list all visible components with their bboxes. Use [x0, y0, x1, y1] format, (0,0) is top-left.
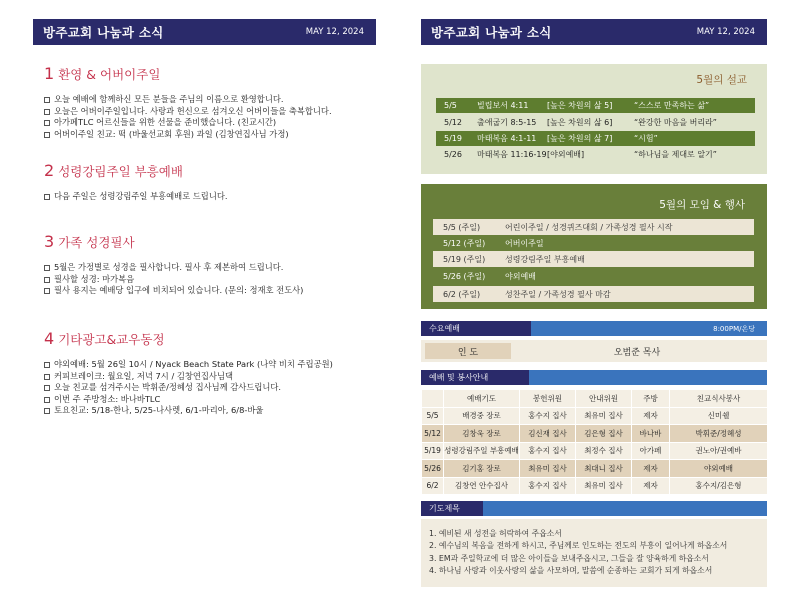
- sermon-date: 5/12: [444, 118, 462, 127]
- prayer-item: 1. 예비된 새 성전을 허락하여 주옵소서: [429, 529, 562, 538]
- table-header-row: [422, 390, 768, 408]
- table-header: 안내위원: [576, 390, 632, 408]
- section-welcome: [44, 64, 379, 140]
- sermon-title: “완강한 마음을 버리라”: [634, 118, 717, 127]
- table-header: 예배기도: [444, 390, 520, 408]
- table-cell: 홍수지 집사: [520, 477, 576, 495]
- section-title: [44, 64, 379, 83]
- sermon-row: [436, 115, 755, 130]
- list-item: [44, 359, 379, 371]
- right-page-header: [421, 19, 767, 45]
- event-text: 성령강림주일 부흥예배: [505, 254, 585, 264]
- bullet-text: 필사할 성경: 마가복음: [54, 273, 135, 284]
- sermon-title: “하나님을 제대로 알기”: [634, 150, 717, 159]
- bullet-icon: [44, 397, 50, 403]
- service-label: 예배 및 봉사안내: [421, 370, 529, 385]
- bullet-text: 5월은 가정별로 성경을 필사합니다. 필사 후 제본하여 드립니다.: [54, 262, 284, 272]
- table-cell: 제자: [632, 460, 670, 478]
- bullet-icon: [44, 288, 50, 294]
- list-item: [44, 117, 379, 129]
- table-row: [422, 460, 768, 478]
- section-title-text: 가족 성경필사: [58, 235, 135, 250]
- list-item: [44, 106, 379, 118]
- event-date: 5/12 (주일): [443, 238, 486, 248]
- event-text: 야외예배: [505, 271, 536, 281]
- list-item: [44, 129, 379, 141]
- event-date: 5/26 (주일): [443, 271, 486, 281]
- table-cell: 최정수 집사: [576, 442, 632, 460]
- table-cell: 김기홍 장로: [444, 460, 520, 478]
- table-header: 봉헌위원: [520, 390, 576, 408]
- bullet-icon: [44, 362, 50, 368]
- wednesday-worship-bar: [421, 321, 767, 336]
- sermon-row: [436, 98, 755, 113]
- event-row: [433, 251, 754, 267]
- bullet-icon: [44, 97, 50, 103]
- table-row: [422, 442, 768, 460]
- sermon-passage: 마태복음 11:16-19: [477, 150, 547, 159]
- table-cell: 최유미 집사: [520, 460, 576, 478]
- table-cell: 권노아/권예바: [670, 442, 768, 460]
- table-cell: 홍수지/김은형: [670, 477, 768, 495]
- sermon-title: “시험”: [634, 134, 658, 143]
- sermon-series: [높은 차원의 삶 6]: [547, 118, 613, 127]
- table-row: [422, 477, 768, 495]
- section-number: 1: [44, 64, 55, 83]
- table-header: 주방: [632, 390, 670, 408]
- page-title: 방주교회 나눔과 소식: [43, 25, 164, 40]
- section-pentecost: [44, 161, 379, 203]
- list-item: [44, 382, 379, 394]
- bullet-text: 다음 주일은 성령강림주일 부흥예배로 드립니다.: [54, 191, 228, 201]
- bullet-text: 커피브레이크: 월요일, 저녁 7시 / 김창연집사님댁: [54, 370, 233, 381]
- section-number: 4: [44, 329, 55, 348]
- list-item: [44, 394, 379, 406]
- bullet-icon: [44, 120, 50, 126]
- bullet-icon: [44, 408, 50, 414]
- list-item: [44, 191, 379, 203]
- bullet-text: 아가페TLC 어르신들을 위한 선물을 준비했습니다. (친교시간): [54, 117, 277, 128]
- section-title: [44, 161, 379, 180]
- sermon-schedule-box: [421, 64, 767, 174]
- table-cell: 김은형 집사: [576, 425, 632, 443]
- sermon-series: [높은 차원의 삶 5]: [547, 101, 613, 110]
- worship-time: 8:00PM/온당: [531, 321, 767, 336]
- table-cell: 홍수지 집사: [520, 407, 576, 425]
- event-row: [433, 286, 754, 302]
- table-cell: 제자: [632, 407, 670, 425]
- table-cell: 김창연 안수집사: [444, 477, 520, 495]
- section-title-text: 환영 & 어버이주일: [58, 67, 161, 82]
- event-row: [433, 235, 754, 251]
- list-item: [44, 262, 379, 274]
- bullet-text: 어버이주일 친교: 떡 (바울선교회 후원) 과일 (김창연집사님 가정): [54, 128, 289, 139]
- list-item: [44, 405, 379, 417]
- event-row: [433, 219, 754, 235]
- sermon-passage: 빌립보서 4:11: [477, 101, 529, 110]
- prayer-item: 2. 예수님의 복음을 전하게 하시고, 주님께로 인도하는 전도의 부흥이 일어나게 하옵소서: [429, 541, 728, 551]
- table-cell: 바나바: [632, 425, 670, 443]
- table-header: [422, 390, 444, 408]
- sermon-passage: 출애굽기 8:5-15: [477, 118, 537, 127]
- sermon-date: 5/19: [444, 134, 462, 143]
- bullet-text: 필사 용지는 예배당 입구에 비치되어 있습니다. (문의: 정재호 전도사): [54, 285, 304, 296]
- section-title-text: 성령강림주일 부흥예배: [58, 164, 183, 179]
- table-row: [422, 407, 768, 425]
- table-cell: 아가페: [632, 442, 670, 460]
- sermon-series: [야외예배]: [547, 150, 585, 159]
- bullet-text: 오늘 친교를 섬겨주시는 박휘준/정혜성 집사님께 감사드립니다.: [54, 382, 282, 393]
- sermon-date: 5/26: [444, 150, 462, 159]
- prayer-item: 3. EM과 주일학교에 더 많은 아이들을 보내주옵시고, 그들을 잘 양육하게 하옵소서: [429, 553, 709, 563]
- prayer-box: [421, 519, 767, 587]
- prayer-bar: [421, 501, 767, 516]
- section-number: 2: [44, 161, 55, 180]
- bullet-icon: [44, 277, 50, 283]
- section-bible-copy: [44, 232, 379, 297]
- table-cell: 배경중 장로: [444, 407, 520, 425]
- bullet-text: 오늘은 어버이주일입니다. 사랑과 헌신으로 섬겨오신 어버이들을 축복합니다.: [54, 105, 332, 116]
- page-date: MAY 12, 2024: [305, 27, 364, 37]
- sermon-date: 5/5: [444, 101, 457, 110]
- table-cell: 최유미 집사: [576, 407, 632, 425]
- prayer-label: 기도제목: [421, 501, 483, 516]
- sermon-passage: 마태복음 4:1-11: [477, 134, 537, 143]
- event-date: 5/19 (주일): [443, 254, 486, 264]
- section-title: [44, 329, 379, 348]
- list-item: [44, 371, 379, 383]
- worship-label: 수요예배: [421, 321, 531, 336]
- table-cell: 야외예배: [670, 460, 768, 478]
- service-table: [421, 389, 768, 495]
- table-cell: 5/5: [422, 407, 444, 425]
- table-cell: 제자: [632, 477, 670, 495]
- leader-label: 인 도: [425, 343, 511, 359]
- bullet-icon: [44, 132, 50, 138]
- table-cell: 5/26: [422, 460, 444, 478]
- event-date: 6/2 (주일): [443, 289, 481, 299]
- events-schedule-box: [421, 184, 767, 309]
- table-cell: 박휘준/정혜성: [670, 425, 768, 443]
- section-title: [44, 232, 379, 251]
- table-cell: 김창욱 장로: [444, 425, 520, 443]
- table-cell: 신미쉘: [670, 407, 768, 425]
- left-page-header: [33, 19, 376, 45]
- table-cell: 5/12: [422, 425, 444, 443]
- table-cell: 김신재 집사: [520, 425, 576, 443]
- section-title-text: 기타광고&교우동정: [58, 332, 165, 347]
- table-cell: 최유미 집사: [576, 477, 632, 495]
- events-box-title: 5월의 모임 & 행사: [659, 199, 745, 211]
- table-cell: 6/2: [422, 477, 444, 495]
- bullet-icon: [44, 109, 50, 115]
- event-row: [433, 268, 754, 284]
- bullet-icon: [44, 265, 50, 271]
- section-number: 3: [44, 232, 55, 251]
- sermon-box-title: 5월의 설교: [696, 74, 747, 86]
- event-date: 5/5 (주일): [443, 222, 481, 232]
- list-item: [44, 94, 379, 106]
- bullet-text: 토요친교: 5/18-한나, 5/25-나사렛, 6/1-마리아, 6/8-바울: [54, 405, 264, 416]
- table-cell: 최대니 집사: [576, 460, 632, 478]
- sermon-row: [436, 147, 755, 162]
- service-schedule-bar: [421, 370, 767, 385]
- bullet-text: 이번 주 주방청소: 바나바TLC: [54, 393, 161, 404]
- list-item: [44, 274, 379, 286]
- bullet-text: 야외예배: 5월 26일 10시 / Nyack Beach State Park (나약 비치 주립공원): [54, 359, 333, 369]
- table-row: [422, 425, 768, 443]
- bullet-icon: [44, 194, 50, 200]
- bullet-icon: [44, 374, 50, 380]
- sermon-series: [높은 차원의 삶 7]: [547, 134, 613, 143]
- bullet-text: 오늘 예배에 함께하신 모든 분들을 주님의 이름으로 환영합니다.: [54, 94, 284, 104]
- event-text: 성찬주일 / 가족성경 필사 마감: [505, 289, 611, 299]
- prayer-item: 4. 하나님 사랑과 이웃사랑의 삶을 사모하며, 말씀에 순종하는 교회가 되게 하옵소서: [429, 565, 713, 575]
- page-title: 방주교회 나눔과 소식: [431, 25, 552, 40]
- table-cell: 홍수지 집사: [520, 442, 576, 460]
- leader-name: 오범준 목사: [613, 347, 661, 358]
- table-cell: 성령강림주일 부흥예배: [444, 442, 520, 460]
- table-header: 친교식사봉사: [670, 390, 768, 408]
- sermon-row: [436, 131, 755, 146]
- worship-leader-row: [421, 340, 767, 362]
- bullet-icon: [44, 385, 50, 391]
- page-date: MAY 12, 2024: [696, 27, 755, 37]
- list-item: [44, 285, 379, 297]
- table-cell: 5/19: [422, 442, 444, 460]
- event-text: 어린이주일 / 성경퀴즈대회 / 가족성경 필사 시작: [505, 222, 673, 232]
- sermon-title: “스스로 만족하는 삶”: [634, 101, 710, 110]
- event-text: 어버이주일: [505, 238, 544, 248]
- section-announcements: [44, 329, 379, 417]
